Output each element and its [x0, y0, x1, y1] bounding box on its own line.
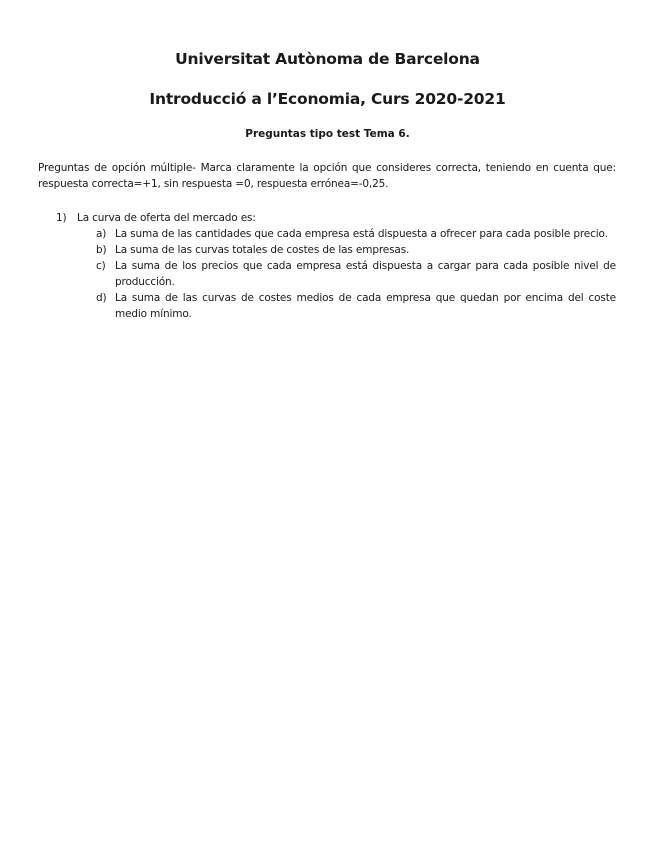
course-title: Introducció a l’Economia, Curs 2020-2021: [149, 90, 506, 108]
option-text: La suma de las curvas de costes medios de cada empresa que quedan por encima del coste medio mínimo.: [115, 292, 616, 320]
options-list: [96, 226, 616, 322]
option-letter: c): [96, 260, 106, 272]
instructions-paragraph: Preguntas de opción múltiple- Marca claramente la opción que consideres correcta, teniendo en cuenta que: respuesta correcta=+1, sin respuesta =0, respuesta errónea=-0,25.: [38, 162, 616, 190]
option-text: La suma de los precios que cada empresa está dispuesta a cargar para cada posible nivel de producción.: [115, 260, 616, 288]
option-a: [96, 226, 616, 242]
option-b: [96, 242, 616, 258]
document-subtitle: Preguntas tipo test Tema 6.: [245, 128, 410, 140]
option-text: La suma de las curvas totales de costes de las empresas.: [115, 244, 410, 256]
option-c: [96, 258, 616, 290]
option-text: La suma de las cantidades que cada empresa está dispuesta a ofrecer para cada posible precio.: [115, 228, 608, 240]
option-d: [96, 290, 616, 322]
question-1: [56, 210, 616, 322]
university-title: Universitat Autònoma de Barcelona: [175, 50, 480, 68]
question-header: [56, 210, 616, 226]
option-letter: a): [96, 228, 107, 240]
option-letter: b): [96, 244, 107, 256]
option-letter: d): [96, 292, 107, 304]
question-text: La curva de oferta del mercado es:: [77, 212, 256, 224]
question-number: 1): [56, 212, 67, 224]
